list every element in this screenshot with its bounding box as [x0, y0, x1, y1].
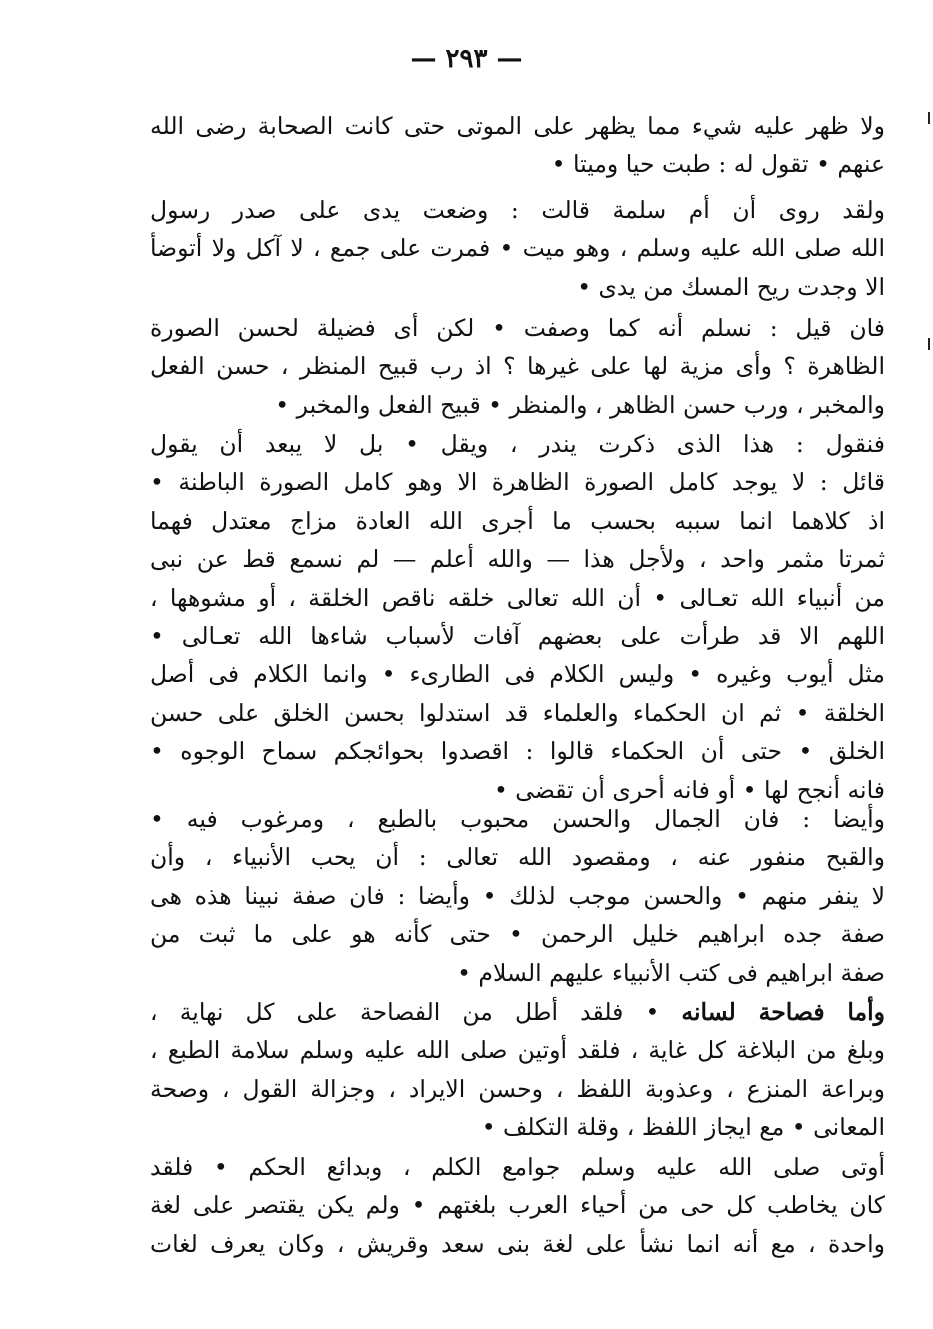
paragraph-1	[150, 107, 885, 184]
paragraph-7	[150, 1148, 885, 1263]
margin-mark	[928, 112, 930, 124]
text-line: الله صلى الله عليه وسلم ، وهو ميت • فمرت على جمع ، لا آكل ولا أتوضأ	[150, 234, 885, 263]
paragraph-5	[150, 800, 885, 992]
text-line: الخلقة • ثم ان الحكماء والعلماء قد استدلوا بحسن الخلق على حسن	[150, 698, 885, 727]
paragraph-6	[150, 993, 885, 1147]
text-line: قائل : لا يوجد كامل الصورة الظاهرة الا وهو كامل الصورة الباطنة •	[150, 468, 885, 497]
text-line: واحدة ، مع أنه انما نشأ على لغة بنى سعد وقريش ، وكان يعرف لغات	[150, 1229, 885, 1258]
paragraph-2	[150, 191, 885, 306]
text-line: فنقول : هذا الذى ذكرت يندر ، ويقل • بل لا يبعد أن يقول	[150, 430, 885, 458]
text-line: فان قيل : نسلم أنه كما وصفت • لكن أى فضيلة لحسن الصورة	[150, 314, 885, 342]
text-line: كان يخاطب كل حى من أحياء العرب بلغتهم • ولم يكن يقتصر على لغة	[150, 1191, 885, 1220]
text-line: والمخبر ، ورب حسن الظاهر ، والمنظر • قبيح الفعل والمخبر •	[275, 390, 885, 419]
text-line-rest: • فلقد أطل من الفصاحة على كل نهاية ،	[150, 998, 682, 1026]
text-line: المعانى • مع ايجاز اللفظ ، وقلة التكلف •	[481, 1113, 885, 1142]
text-line: لا ينفر منهم • والحسن موجب لذلك • وأيضا : فان صفة نبينا هذه هى	[150, 881, 885, 910]
text-line: صفة ابراهيم فى كتب الأنبياء عليهم السلام •	[457, 958, 885, 987]
text-line: من أنبياء الله تعـالى • أن الله تعالى خلقه ناقص الخلقة ، أو مشوهها ،	[150, 583, 885, 612]
text-line: اذ كلاهما انما سببه بحسب ما أجرى الله العادة مزاج معتدل فهما	[150, 506, 885, 535]
page-number: — ٢٩٣ —	[410, 44, 523, 74]
section-lead: وأما فصاحة لسانه	[681, 998, 885, 1026]
text-line: أوتى صلى الله عليه وسلم جوامع الكلم ، وبدائع الحكم • فلقد	[150, 1153, 885, 1181]
text-line	[150, 993, 885, 1031]
text-line: مثل أيوب وغيره • وليس الكلام فى الطارىء • وانما الكلام فى أصل	[150, 660, 885, 689]
text-line: ولا ظهر عليه شيء مما يظهر على الموتى حتى كانت الصحابة رضى الله	[150, 112, 885, 140]
text-line: فانه أنجح لها • أو فانه أحرى أن تقضى •	[493, 775, 885, 804]
text-line: الا وجدت ريح المسك من يدى •	[577, 272, 885, 301]
text-line: الخلق • حتى أن الحكماء قالوا : اقصدوا بحوائجكم سماح الوجوه •	[150, 737, 885, 766]
text-line: ثمرتا مثمر واحد ، ولأجل هذا — والله أعلم — لم نسمع قط عن نبى	[150, 545, 885, 574]
text-line: صفة جده ابراهيم خليل الرحمن • حتى كأنه هو على ما ثبت من	[150, 920, 885, 949]
paragraph-3	[150, 309, 885, 424]
text-line: وبراعة المنزع ، وعذوبة اللفظ ، وحسن الايراد ، وجزالة القول ، وصحة	[150, 1074, 885, 1103]
text-line: والقبح منفور عنه ، ومقصود الله تعالى : أن يحب الأنبياء ، وأن	[150, 843, 885, 872]
text-line: وأيضا : فان الجمال والحسن محبوب بالطبع ، ومرغوب فيه •	[150, 805, 885, 833]
text-line: ولقد روى أن أم سلمة قالت : وضعت يدى على صدر رسول	[150, 196, 885, 224]
text-line: اللهم الا قد طرأت على بعضهم آفات لأسباب شاءها الله تعـالى •	[150, 621, 885, 650]
text-line: عنهم • تقول له : طبت حيا وميتا •	[551, 150, 885, 179]
margin-mark	[928, 338, 930, 350]
paragraph-4	[150, 425, 885, 809]
text-line: الظاهرة ؟ وأى مزية لها على غيرها ؟ اذ رب قبيح المنظر ، حسن الفعل	[150, 352, 885, 381]
text-line: وبلغ من البلاغة كل غاية ، فلقد أوتين صلى الله عليه وسلم سلامة الطبع ،	[150, 1036, 885, 1065]
